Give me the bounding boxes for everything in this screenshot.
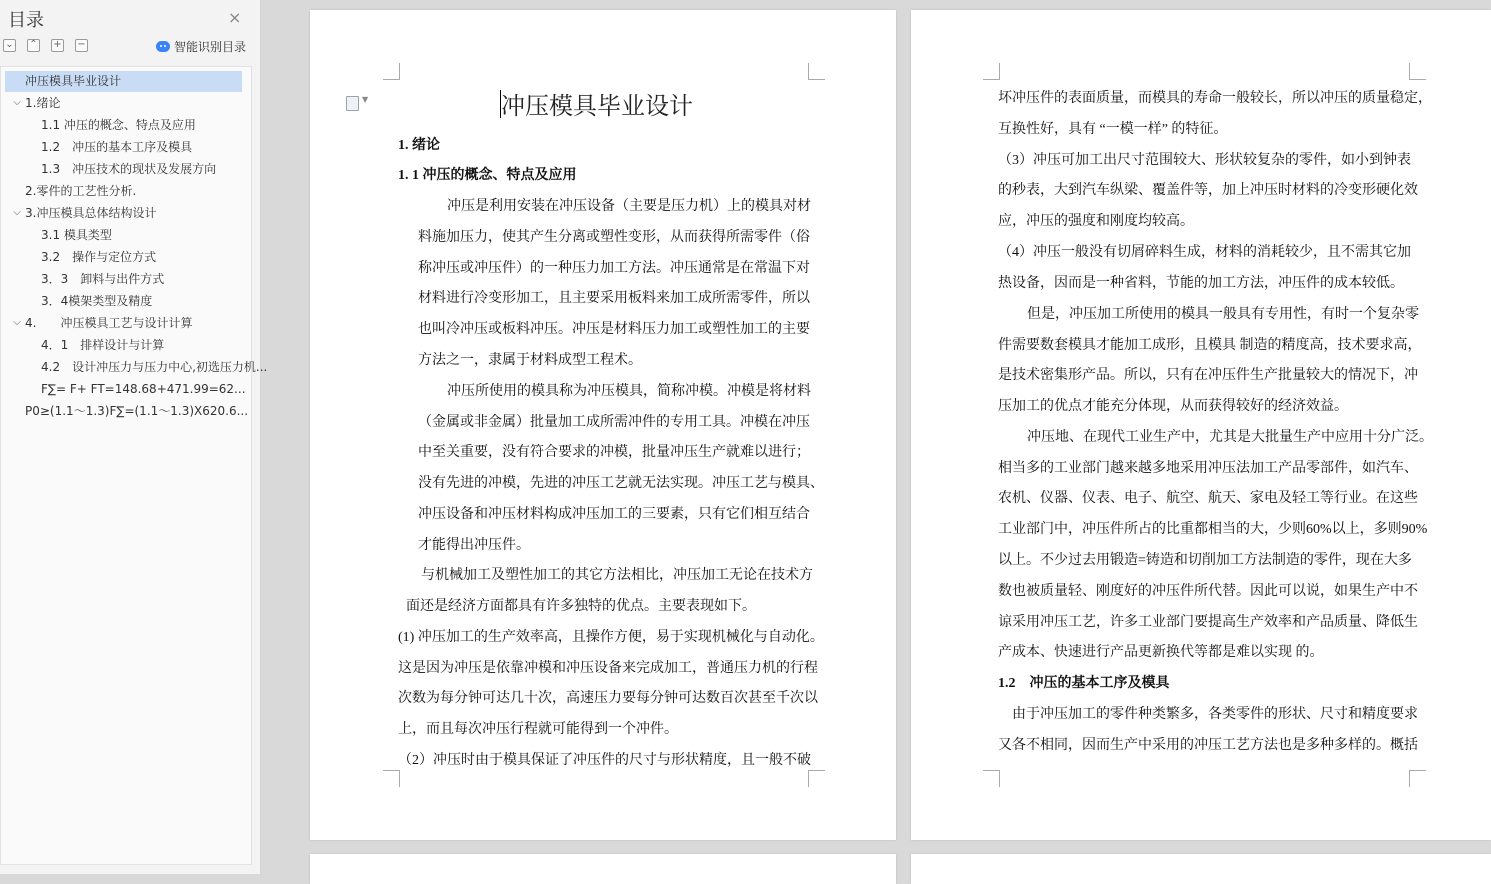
paragraph-line[interactable]: 谅采用冲压工艺，许多工业部门要提高生产效率和产品质量、降低生 [998, 615, 1418, 630]
paragraph-line[interactable]: 面还是经济方面都具有许多独特的优点。主要表现如下。 [406, 599, 756, 614]
paragraph-line[interactable]: 又各不相同，因而生产中采用的冲压工艺方法也是多种多样的。概括 [998, 738, 1418, 753]
section-heading[interactable]: 1. 绪论 [398, 138, 440, 153]
toc-item[interactable]: 1.1 冲压的概念、特点及应用 [41, 118, 196, 132]
toc-item[interactable]: 1.3 冲压技术的现状及发展方向 [41, 162, 217, 176]
paragraph-line[interactable]: 冲压设备和冲压材料构成冲压加工的三要素，只有它们相互结合 [418, 507, 810, 522]
toc-item[interactable]: F∑= F+ FT=148.68+471.99=62... [41, 382, 246, 396]
paragraph-line[interactable]: 工业部门中，冲压件所占的比重都相当的大，少则60%以上，多则90% [998, 522, 1428, 537]
add-heading-icon[interactable]: + [51, 39, 64, 52]
expand-collapse-icon[interactable]: ⌄ [3, 39, 16, 52]
paragraph-line[interactable]: 由于冲压加工的零件种类繁多，各类零件的形状、尺寸和精度要求 [1012, 707, 1418, 722]
paragraph-line[interactable]: 坏冲压件的表面质量，而模具的寿命一般较长，所以冲压的质量稳定， [998, 91, 1432, 106]
paragraph-line[interactable]: 料施加压力，使其产生分离或塑性变形，从而获得所需零件（俗 [418, 230, 810, 245]
toc-item[interactable]: 2.零件的工艺性分析. [25, 184, 137, 198]
toc-item[interactable]: 3.冲压模具总体结构设计 [25, 206, 157, 220]
paragraph-line[interactable]: 以上。不少过去用锻造=铸造和切削加工方法制造的零件，现在大多 [998, 553, 1412, 568]
section-heading[interactable]: 1. 1 冲压的概念、特点及应用 [398, 168, 577, 183]
document-page-1 [310, 10, 896, 840]
paragraph-line[interactable]: 压加工的优点才能充分体现，从而获得较好的经济效益。 [998, 399, 1348, 414]
document-title[interactable]: 冲压模具毕业设计 [501, 92, 693, 120]
paragraph-line[interactable]: 也叫冷冲压或板料冲压。冲压是材料压力加工或塑性加工的主要 [418, 322, 810, 337]
paragraph-line[interactable]: 才能得出冲压件。 [418, 538, 530, 553]
toc-list [0, 66, 268, 865]
paragraph-line[interactable]: 相当多的工业部门越来越多地采用冲压法加工产品零部件，如汽车、 [998, 461, 1418, 476]
toc-item[interactable]: 3.1 模具类型 [41, 228, 112, 242]
toc-item[interactable]: P0≥(1.1～1.3)F∑=(1.1～1.3)X620.6... [25, 404, 249, 418]
toc-item[interactable]: 冲压模具毕业设计 [5, 71, 242, 92]
crop-mark [808, 63, 825, 80]
crop-mark [1409, 770, 1426, 787]
paragraph-line[interactable]: 件需要数套模具才能加工成形，且模具 制造的精度高，技术要求高， [998, 338, 1422, 353]
paragraph-line[interactable]: 互换性好，具有 “一模一样” 的特征。 [998, 122, 1228, 137]
paragraph-line[interactable]: (1) 冲压加工的生产效率高，且操作方便，易于实现机械化与自动化。 [398, 630, 824, 645]
toc-item[interactable]: 1.绪论 [25, 96, 61, 110]
section-heading[interactable]: 1.2 冲压的基本工序及模具 [998, 676, 1170, 691]
crop-mark [983, 63, 1000, 80]
toc-item[interactable]: 3.2 操作与定位方式 [41, 250, 157, 264]
paragraph-line[interactable]: 称冲压或冲压件）的一种压力加工方法。冲压通常是在常温下对 [418, 261, 810, 276]
paragraph-line[interactable]: 材料进行冷变形加工，且主要采用板料来加工成所需零件，所以 [418, 291, 810, 306]
collapse-all-icon[interactable]: ⌃ [27, 39, 40, 52]
paragraph-line[interactable]: （3）冲压可加工出尺寸范围较大、形状较复杂的零件，如小到钟表 [998, 153, 1411, 168]
document-page-3 [310, 854, 896, 884]
remove-heading-icon[interactable]: − [75, 39, 88, 52]
paragraph-line[interactable]: 没有先进的冲模，先进的冲压工艺就无法实现。冲压工艺与模具、 [418, 476, 824, 491]
toc-item[interactable]: 3．4模架类型及精度 [41, 294, 153, 308]
crop-mark [983, 770, 1000, 787]
close-icon[interactable]: × [228, 8, 242, 27]
toc-item[interactable]: 4．1 排样设计与计算 [41, 338, 165, 352]
paragraph-line[interactable]: 农机、仪器、仪表、电子、航空、航天、家电及轻工等行业。在这些 [998, 491, 1418, 506]
toc-item[interactable]: 1.2 冲压的基本工序及模具 [41, 140, 193, 154]
toc-item[interactable]: 4.2 设计冲压力与压力中心,初选压力机... [41, 360, 268, 374]
paragraph-line[interactable]: （金属或非金属）批量加工成所需冲件的专用工具。冲模在冲压 [418, 415, 810, 430]
paragraph-line[interactable]: 但是，冲压加工所使用的模具一般具有专用性，有时一个复杂零 [1027, 307, 1419, 322]
crop-mark [383, 770, 400, 787]
smart-toc-label: 智能识别目录 [174, 40, 247, 54]
paragraph-line[interactable]: 方法之一，隶属于材料成型工程术。 [418, 353, 642, 368]
paragraph-line[interactable]: 冲压地、在现代工业生产中，尤其是大批量生产中应用十分广泛。 [1027, 430, 1433, 445]
toc-sidebar [0, 0, 268, 874]
dropdown-caret-icon[interactable]: ▼ [362, 95, 369, 104]
toc-item[interactable]: 3．3 卸料与出件方式 [41, 272, 165, 286]
chevron-down-icon[interactable]: ⌵ [13, 317, 21, 328]
paragraph-line[interactable]: 这是因为冲压是依靠冲模和冲压设备来完成加工，普通压力机的行程 [398, 661, 818, 676]
paragraph-line[interactable]: 数也被质量轻、刚度好的冲压件所代替。因此可以说，如果生产中不 [998, 584, 1418, 599]
paragraph-line[interactable]: 应，冲压的强度和刚度均较高。 [998, 214, 1194, 229]
document-page-4 [911, 854, 1491, 884]
paragraph-line[interactable]: 冲压所使用的模具称为冲压模具，简称冲模。冲模是将材料 [447, 384, 811, 399]
paragraph-line[interactable]: 热设备，因而是一种省料，节能的加工方法，冲压件的成本较低。 [998, 276, 1404, 291]
paragraph-line[interactable]: 冲压是利用安装在冲压设备（主要是压力机）上的模具对材 [447, 199, 811, 214]
paragraph-line[interactable]: 产成本、快速进行产品更新换代等都是难以实现 的。 [998, 645, 1324, 660]
chevron-down-icon[interactable]: ⌵ [13, 207, 21, 218]
paragraph-line[interactable]: 上，而且每次冲压行程就可能得到一个冲件。 [398, 722, 678, 737]
paragraph-line[interactable]: 是技术密集形产品。所以，只有在冲压件生产批量较大的情况下，冲 [998, 368, 1418, 383]
document-page-2 [911, 10, 1491, 840]
paragraph-line[interactable]: 次数为每分钟可达几十次，高速压力要每分钟可达数百次甚至千次以 [398, 691, 818, 706]
paragraph-line[interactable]: 与机械加工及塑性加工的其它方法相比，冲压加工无论在技术方 [421, 568, 813, 583]
sidebar-title: 目录 [8, 10, 44, 31]
smart-toc-button[interactable] [156, 38, 246, 55]
paragraph-line[interactable]: 的秒表，大到汽车纵梁、覆盖件等，加上冲压时材料的冷变形硬化效 [998, 183, 1418, 198]
crop-mark [383, 63, 400, 80]
crop-mark [808, 770, 825, 787]
chevron-down-icon[interactable]: ⌵ [13, 97, 21, 108]
crop-mark [1409, 63, 1426, 80]
paragraph-line[interactable]: 中至关重要，没有符合要求的冲模，批量冲压生产就难以进行； [418, 445, 810, 460]
toc-item[interactable]: 4. 冲压模具工艺与设计计算 [25, 316, 193, 330]
paragraph-line[interactable]: （4）冲压一般没有切屑碎料生成，材料的消耗较少，且不需其它加 [998, 245, 1411, 260]
paragraph-line[interactable]: （2）冲压时由于模具保证了冲压件的尺寸与形状精度，且一般不破 [398, 753, 811, 768]
document-icon[interactable] [346, 96, 359, 111]
robot-icon [156, 41, 170, 52]
